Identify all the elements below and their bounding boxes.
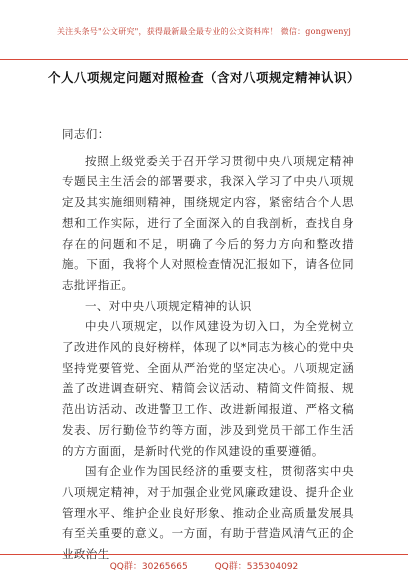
header-banner — [0, 0, 408, 60]
paragraph: 国有企业作为国民经济的重要支柱，贯彻落实中央八项规定精神，对于加强企业党风廉政建设、提升企业管理水平、维护企业良好形象、推动企业高质量发展具有至关重要的意义。一方面，有助于营造风清气正的企业政治生 — [62, 464, 354, 562]
paragraph: 按照上级党委关于召开学习贯彻中央八项规定精神专题民主生活会的部署要求，我深入学习了中央八项规定及其实施细则精神，围绕规定内容，紧密结合个人思想和工作实际，进行了全面深入的自我剖析，查找自身存在的问题和不足，明确了今后的努力方向和整改措施。下面，我将个人对照检查情况汇报如下，请各位同志批评指正。 — [62, 153, 354, 292]
greeting: 同志们： — [62, 127, 110, 141]
footer-qq-group-2: QQ群：535304092 — [214, 562, 299, 572]
footer-qq-group-1: QQ群：30265665 — [109, 562, 188, 572]
paragraph: 中央八项规定，以作风建设为切入口，为全党树立了改进作风的良好榜样，体现了以*同志为核心的党中央坚持党要管党、全面从严治党的坚定决心。八项规定涵盖了改进调查研究、精简会议活动、精简文件简报、规范出访活动、改进警卫工作、改进新闻报道、严格文稿发表、厉行勤俭节约等方面，涉及到党员干部工作生活的方方面面，是新时代党的作风建设的重要遵循。 — [62, 319, 354, 458]
header-banner-text: 关注头条号"公文研究"，获得最新最全最专业的公文资料库！ 微信：gongwenyj — [56, 27, 352, 36]
footer-banner — [0, 554, 408, 580]
document-title: 个人八项规定问题对照检查（含对八项规定精神认识） — [47, 70, 360, 85]
document-body — [62, 124, 354, 565]
section-heading: 一、对中央八项规定精神的认识 — [85, 298, 252, 313]
